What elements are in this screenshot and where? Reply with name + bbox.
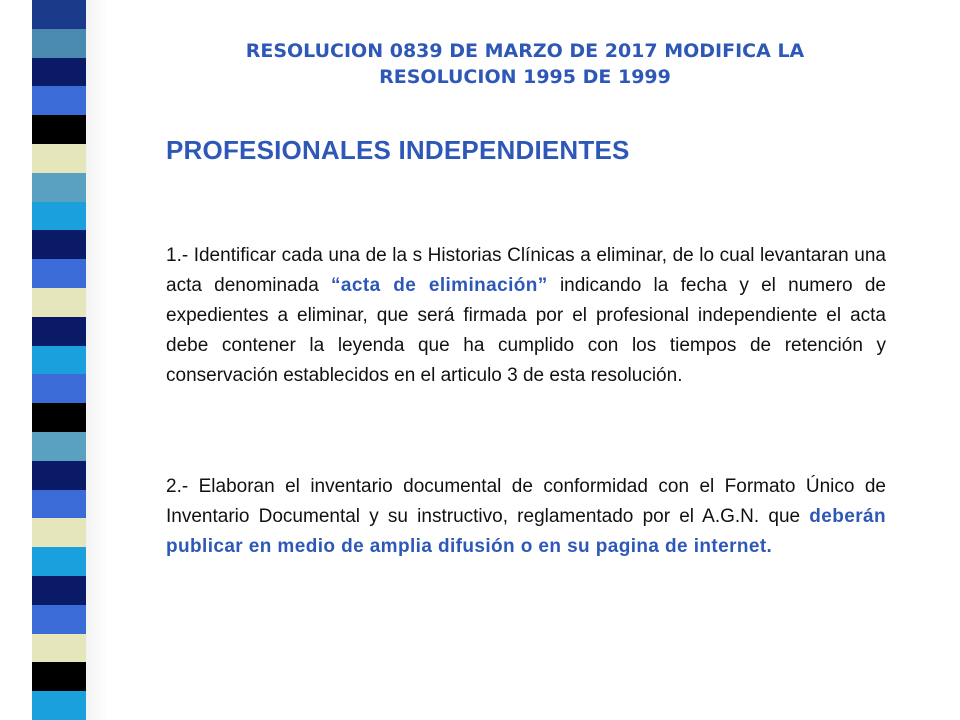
section-heading: PROFESIONALES INDEPENDIENTES [166,135,630,165]
stripe-segment [32,547,86,576]
stripe-segment [32,374,86,403]
paragraph-2-highlight: deberán publicar en medio de amplia difusión o en su pagina de internet. [166,506,886,557]
decorative-stripe-band [32,0,86,720]
stripe-segment [32,144,86,173]
paragraph-step-2 [166,472,886,562]
stripe-shadow-edge [86,0,108,720]
paragraph-2-text-before: 2.- Elaboran el inventario documental de conformidad con el Formato Único de Inventario Documental y su instructivo, reglamentado por el A.G.N. que [166,476,886,527]
stripe-segment [32,259,86,288]
stripe-segment [32,58,86,87]
stripe-segment [32,432,86,461]
stripe-segment [32,403,86,432]
stripe-segment [32,29,86,58]
stripe-segment [32,317,86,346]
stripe-segment [32,662,86,691]
stripe-segment [32,202,86,231]
stripe-segment [32,518,86,547]
slide-title: RESOLUCION 0839 DE MARZO DE 2017 MODIFICA LA RESOLUCION 1995 DE 1999 [245,40,805,88]
stripe-segment [32,576,86,605]
stripe-segment [32,0,86,29]
paragraph-1-text-before: 1.- Identificar cada una de la s Historias Clínicas a eliminar, de lo cual levantaran una acta denominada [166,245,886,296]
stripe-segment [32,230,86,259]
stripe-segment [32,691,86,720]
stripe-segment [32,490,86,519]
stripe-segment [32,115,86,144]
paragraph-step-1 [166,241,886,391]
stripe-segment [32,86,86,115]
stripe-segment [32,605,86,634]
stripe-segment [32,288,86,317]
stripe-segment [32,634,86,663]
stripe-segment [32,173,86,202]
paragraph-1-text-after: indicando la fecha y el numero de expedientes a eliminar, que será firmada por el profesional independiente el acta debe contener la leyenda que ha cumplido con los tiempos de retención y conservación establecidos en el articulo 3 de esta resolución. [166,275,886,386]
stripe-segment [32,461,86,490]
paragraph-1-highlight: “acta de eliminación” [331,275,548,296]
stripe-segment [32,346,86,375]
